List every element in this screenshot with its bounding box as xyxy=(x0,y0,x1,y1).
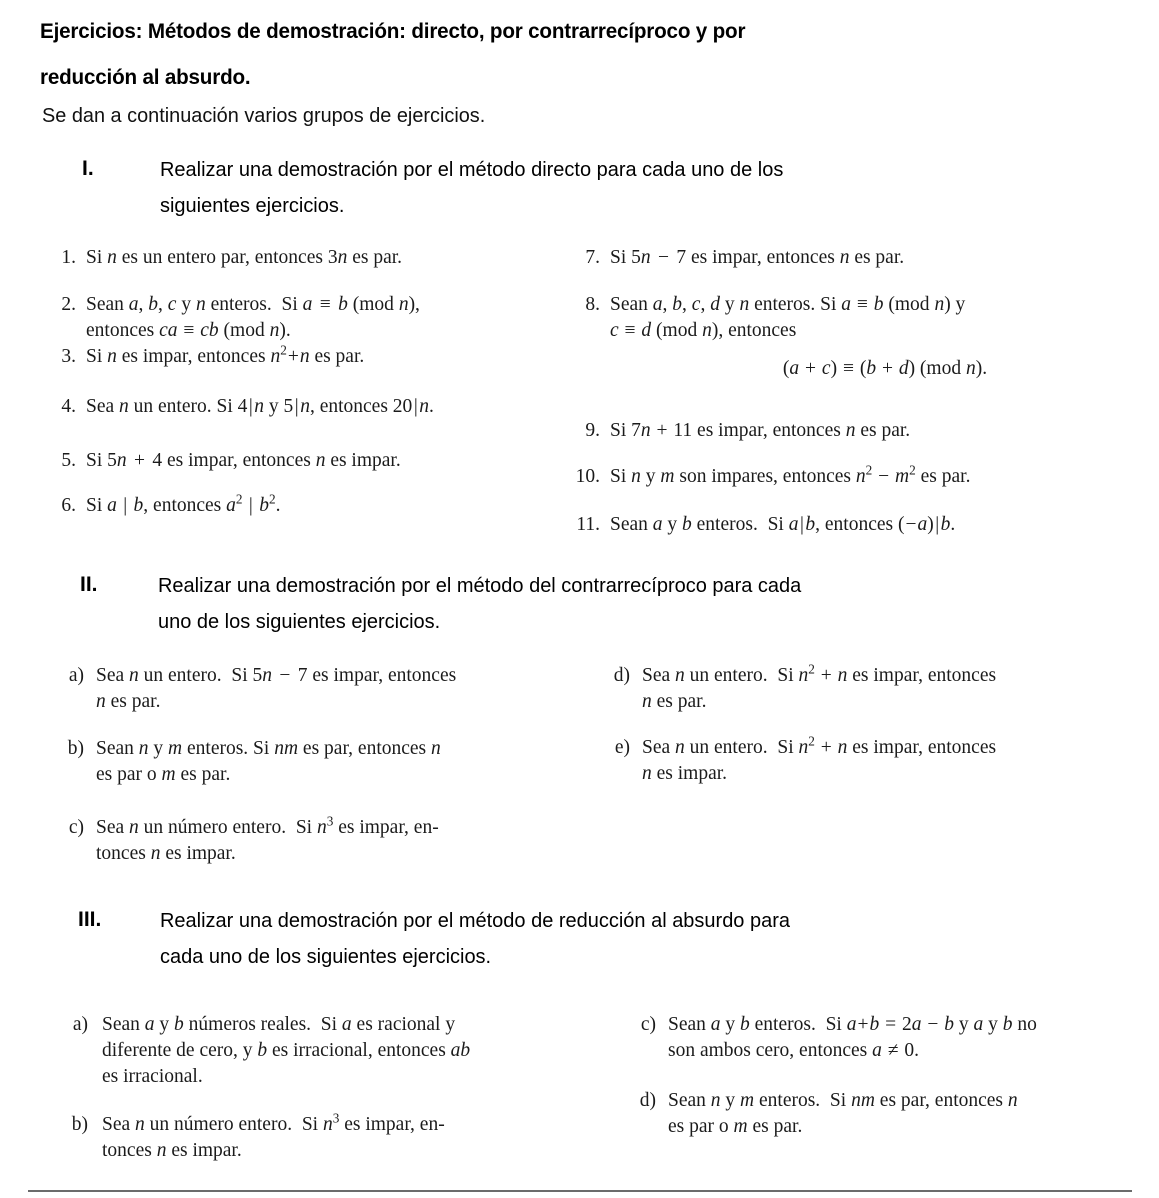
list-item-text: Sean n y m enteros. Si nm es par, entonces n es par o m es par. xyxy=(668,1090,1018,1137)
list-item xyxy=(558,418,1158,444)
list-item-text: Sea n un entero. Si $n^2 + n$ es impar, entonces n es par. xyxy=(642,661,997,712)
list-item-text: Si n es un entero par, entonces 3n es par. xyxy=(86,247,403,268)
list-item xyxy=(48,493,568,519)
section-prompt-1-line-2: siguientes ejercicios. xyxy=(160,194,345,217)
list-item-text: Sean a, b, c y n enteros. Si a ≡ b (mod n), entonces ca ≡ cb (mod n). xyxy=(86,294,420,341)
section-prompt-2-line-2: uno de los siguientes ejercicios. xyxy=(158,610,441,633)
list-item-text: Sea n un número entero. Si $n^3$ es impar, en- tonces n es impar. xyxy=(96,813,439,864)
list-item-marker: 8. xyxy=(585,294,600,315)
list-item-text: Sean n y m enteros. Si nm es par, entonces n es par o m es par. xyxy=(96,738,441,785)
list-item-marker: 1. xyxy=(61,247,76,268)
section-heading-3 xyxy=(78,903,978,977)
list-item xyxy=(604,735,1149,787)
list-item xyxy=(48,394,568,420)
section-prompt-3-line-2: cada uno de los siguientes ejercicios. xyxy=(160,945,492,968)
page-footer-divider xyxy=(28,1190,1132,1192)
list-item xyxy=(58,815,598,867)
list-item xyxy=(630,1088,1159,1140)
list-item-text: Si n y m son impares, entonces $n^2 - m^2$ es par. xyxy=(610,462,971,487)
list-item-marker: 2. xyxy=(61,294,76,315)
list-item-marker: e) xyxy=(614,737,630,758)
list-item-text: Sean a y b enteros. Si a|b, entonces (−a)|b. xyxy=(610,514,956,535)
section-prompt-1-line-1: Realizar una demostración por el método directo para cada uno de los xyxy=(160,158,784,181)
list-item-marker: 11. xyxy=(576,514,600,535)
list-item-marker: 9. xyxy=(585,420,600,441)
section-heading-1 xyxy=(82,152,982,226)
section-prompt-1 xyxy=(160,152,969,224)
list-item xyxy=(62,1012,607,1090)
list-item xyxy=(58,663,598,715)
list-item xyxy=(48,448,568,474)
list-item-text: Si n es impar, entonces $n^2+n$ es par. xyxy=(86,342,365,367)
list-item xyxy=(48,344,568,370)
list-item-text: Sean a, b, c, d y n enteros. Si a ≡ b (mod n) y c ≡ d (mod n), entonces (a + c) ≡ (b + d) (mod n). xyxy=(610,292,1159,382)
list-item xyxy=(558,464,1158,490)
list-item-marker: b) xyxy=(71,1114,88,1135)
list-item-text: Si 5n + 4 es impar, entonces n es impar. xyxy=(86,450,401,471)
section-numeral-1: I. xyxy=(82,157,94,180)
list-item-marker: b) xyxy=(67,738,84,759)
list-item-text: Sea n un número entero. Si $n^3$ es impar, en- tonces n es impar. xyxy=(102,1110,445,1161)
list-item-text: Sea n un entero. Si 4|n y 5|n, entonces 20|n. xyxy=(86,396,434,417)
list-item-text: Sea n un entero. Si 5n − 7 es impar, entonces n es par. xyxy=(96,665,457,712)
list-item-text: Sea n un entero. Si $n^2 + n$ es impar, entonces n es impar. xyxy=(642,733,997,784)
section-prompt-3-line-1: Realizar una demostración por el método de reducción al absurdo para xyxy=(160,909,790,932)
list-item-marker: a) xyxy=(72,1014,88,1035)
page-title-line-1: Ejercicios: Métodos de demostración: directo, por contrarrecíproco y por xyxy=(40,19,746,43)
list-item xyxy=(62,1112,607,1164)
list-item-text: Sean a y b números reales. Si a es racional y diferente de cero, y b es irracional, entonces ab es irracional. xyxy=(102,1014,471,1087)
section-prompt-2-line-1: Realizar una demostración por el método del contrarrecíproco para cada xyxy=(158,574,802,597)
section-numeral-3: III. xyxy=(78,908,102,931)
list-item-marker: a) xyxy=(68,665,84,686)
list-item-marker: d) xyxy=(613,665,630,686)
intro-paragraph: Se dan a continuación varios grupos de ejercicios. xyxy=(42,104,486,127)
list-item xyxy=(630,1012,1159,1064)
list-item-marker: 4. xyxy=(61,396,76,417)
list-item xyxy=(570,292,1159,382)
list-item-marker: 7. xyxy=(585,247,600,268)
list-item-marker: d) xyxy=(639,1090,656,1111)
section-prompt-3 xyxy=(160,903,969,975)
section-prompt-2 xyxy=(158,568,967,640)
list-item xyxy=(558,512,1158,538)
list-item-marker: 10. xyxy=(575,466,600,487)
list-item-marker: 5. xyxy=(61,450,76,471)
list-item-marker: c) xyxy=(68,817,84,838)
display-equation: (a + c) ≡ (b + d) (mod n). xyxy=(782,358,988,379)
section-heading-2 xyxy=(80,568,980,642)
section-numeral-2: II. xyxy=(80,573,98,596)
list-item xyxy=(604,663,1149,715)
list-item xyxy=(48,292,568,344)
list-item xyxy=(570,245,1159,271)
list-item-marker: 3. xyxy=(61,346,76,367)
list-item-text: Si 5n − 7 es impar, entonces n es par. xyxy=(610,247,905,268)
list-item-marker: c) xyxy=(640,1014,656,1035)
list-item-text: Sean a y b enteros. Si a+b = 2a − b y a y b no son ambos cero, entonces a ≠ 0. xyxy=(668,1014,1037,1061)
list-item xyxy=(48,245,568,271)
list-item-text: Si a | b, entonces $a^2$ | $b^2$. xyxy=(86,491,281,516)
list-item-text: Si 7n + 11 es impar, entonces n es par. xyxy=(610,420,911,441)
page-title-line-2: reducción al absurdo. xyxy=(40,65,251,89)
list-item-marker: 6. xyxy=(61,495,76,516)
list-item xyxy=(58,736,598,788)
page-title xyxy=(40,8,942,100)
